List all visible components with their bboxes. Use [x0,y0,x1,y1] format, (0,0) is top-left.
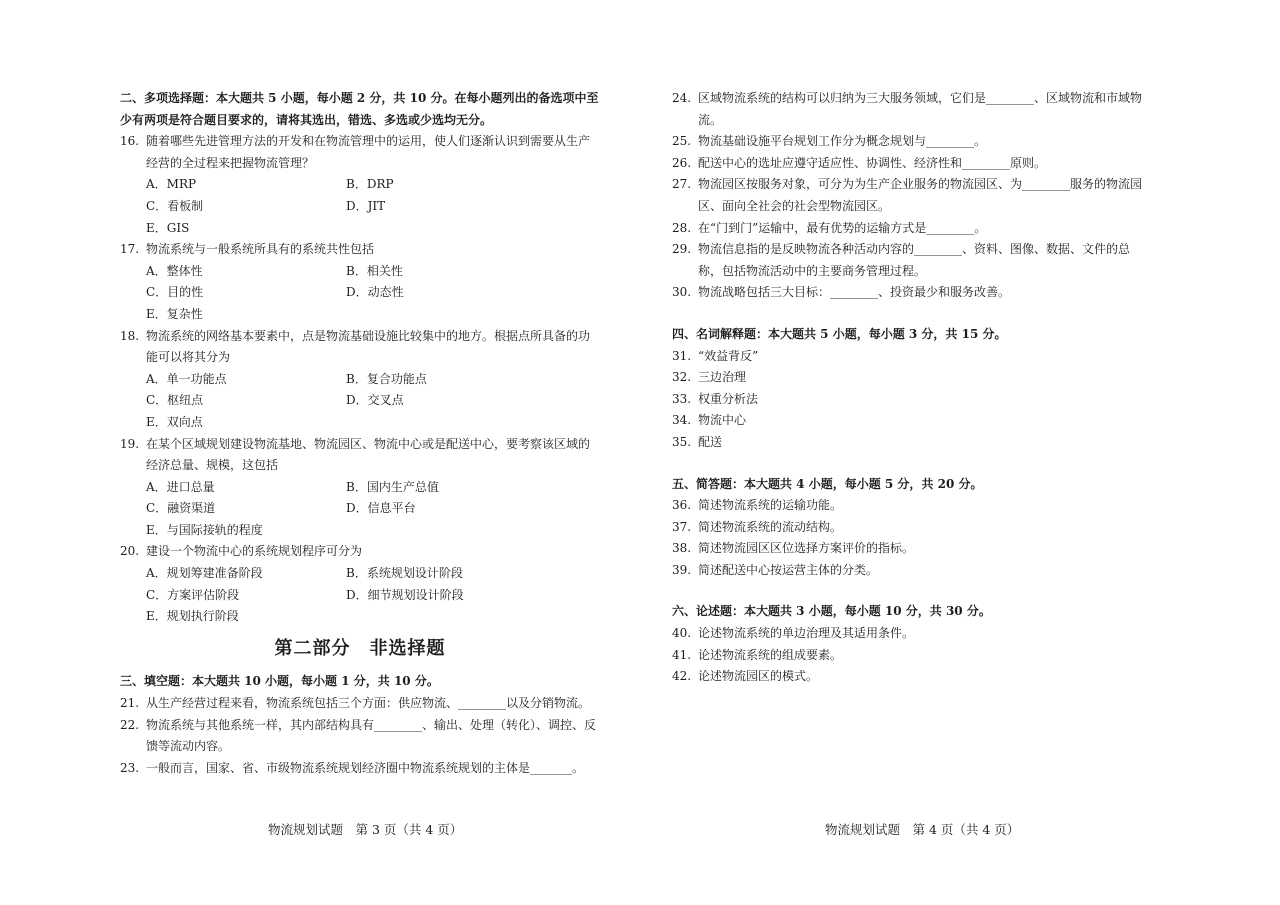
question-16 [120,131,600,174]
options-17 [120,261,600,326]
question-35 [672,432,1152,454]
question-text: 一般而言，国家、省、市级物流系统规划经济圈中物流系统规划的主体是_______。 [146,760,585,775]
question-36 [672,495,1152,517]
option-d: D．细节规划设计阶段 [346,587,464,602]
question-number: 16. [120,134,140,149]
question-37 [672,517,1152,539]
question-number: 30. [672,285,692,300]
option-d: D．JIT [346,198,386,213]
question-38 [672,538,1152,560]
question-text: 从生产经营过程来看，物流系统包括三个方面：供应物流、________以及分销物流。 [146,696,591,711]
question-number: 26. [672,155,692,170]
option-d: D．交叉点 [346,393,404,408]
option-b: B．相关性 [346,263,403,278]
question-number: 24. [672,91,692,105]
question-text: 建设一个物流中心的系统规划程序可分为 [146,544,363,559]
question-text: 论述物流系统的单边治理及其适用条件。 [698,626,915,641]
question-number: 42. [672,669,692,684]
question-number: 33. [672,391,692,406]
question-text: 物流战略包括三大目标：________、投资最少和服务改善。 [698,285,1011,300]
question-number: 31. [672,348,692,363]
question-number: 21. [120,696,140,711]
question-19 [120,434,600,477]
options-18 [120,369,600,434]
question-number: 36. [672,498,692,513]
question-17 [120,239,600,261]
spacer [672,454,1152,474]
question-text: 在“门到门”运输中，最有优势的运输方式是________。 [698,220,987,235]
question-number: 41. [672,647,692,662]
option-b: B．国内生产总值 [346,479,439,494]
option-c: C．目的性 [146,285,204,300]
question-number: 29. [672,242,692,257]
options-16 [120,174,600,239]
option-a: A．单一功能点 [146,371,227,386]
spacer [672,304,1152,324]
section-5-heading: 五、简答题：本大题共 4 小题，每小题 5 分，共 20 分。 [672,476,983,491]
option-e: E．与国际接轨的程度 [146,522,263,537]
option-c: C．枢纽点 [146,393,204,408]
question-text: 物流系统与一般系统所具有的系统共性包括 [146,242,375,257]
question-text: 随着哪些先进管理方法的开发和在物流管理中的运用，使人们逐渐认识到需要从生产经营的全过程来把握物流管理？ [146,134,591,170]
question-number: 18. [120,328,140,343]
option-e: E．GIS [146,220,190,235]
question-number: 37. [672,519,692,534]
question-text: 配送 [698,434,723,449]
question-number: 17. [120,242,140,257]
question-number: 34. [672,413,692,428]
option-b: B．系统规划设计阶段 [346,566,463,581]
option-a: A．MRP [146,177,197,192]
question-28 [672,218,1152,240]
question-text: 物流基础设施平台规划工作分为概念规划与________。 [698,134,987,149]
question-text: 简述物流园区区位选择方案评价的指标。 [698,541,915,556]
question-number: 38. [672,541,692,556]
option-a: A．规划筹建准备阶段 [146,566,263,581]
question-number: 27. [672,177,692,192]
option-a: A．进口总量 [146,479,215,494]
question-31 [672,346,1152,368]
question-20 [120,541,600,563]
question-39 [672,560,1152,582]
question-25 [672,131,1152,153]
question-24 [672,88,1152,131]
question-27 [672,174,1152,217]
question-41 [672,645,1152,667]
question-text: 简述物流系统的流动结构。 [698,519,843,534]
question-30 [672,282,1152,304]
option-e: E．规划执行阶段 [146,609,239,624]
question-number: 19. [120,436,140,451]
question-number: 25. [672,134,692,149]
question-text: 区域物流系统的结构可以归纳为三大服务领域，它们是________、区域物流和市域物流。 [698,91,1143,127]
question-text: 论述物流系统的组成要素。 [698,647,843,662]
option-d: D．动态性 [346,285,404,300]
question-text: 权重分析法 [698,391,759,406]
question-number: 20. [120,544,140,559]
exam-page-4 [640,0,1280,905]
question-33 [672,389,1152,411]
option-e: E．复杂性 [146,306,203,321]
question-text: 物流系统的网络基本要素中，点是物流基础设施比较集中的地方。根据点所具备的功能可以将其分为 [146,328,591,365]
part-2-title: 第二部分 非选择题 [274,637,446,659]
question-text: 简述物流系统的运输功能。 [698,498,843,513]
question-text: 物流信息指的是反映物流各种活动内容的________、资料、图像、数据、文件的总称，包括物流活动中的主要商务管理过程。 [698,242,1131,278]
section-6-heading: 六、论述题：本大题共 3 小题，每小题 10 分，共 30 分。 [672,604,991,619]
right-column [672,88,1152,688]
options-19 [120,477,600,542]
question-text: 配送中心的选址应遵守适应性、协调性、经济性和________原则。 [698,155,1047,170]
question-42 [672,666,1152,688]
question-number: 32. [672,370,692,385]
question-23 [120,758,600,780]
question-text: 物流系统与其他系统一样，其内部结构具有________、输出、处理（转化）、调控、反馈等流动内容。 [146,717,597,754]
options-20 [120,563,600,628]
option-b: B．复合功能点 [346,371,427,386]
question-22 [120,715,600,758]
question-text: 在某个区域规划建设物流基地、物流园区、物流中心或是配送中心，要考察该区域的经济总量、规模，这包括 [146,436,591,473]
question-text: 物流园区按服务对象，可分为为生产企业服务的物流园区、为________服务的物流园区、面向全社会的社会型物流园区。 [698,177,1143,213]
question-number: 39. [672,562,692,577]
question-text: 三边治理 [698,370,747,385]
option-e: E．双向点 [146,414,203,429]
option-c: C．方案评估阶段 [146,587,240,602]
option-c: C．融资渠道 [146,501,216,516]
question-40 [672,623,1152,645]
option-b: B．DRP [346,177,394,192]
page-footer: 物流规划试题 第 3 页（共 4 页） [268,822,463,837]
question-32 [672,367,1152,389]
option-c: C．看板制 [146,198,204,213]
question-number: 35. [672,434,692,449]
question-number: 28. [672,220,692,235]
question-number: 23. [120,760,140,775]
question-number: 22. [120,717,140,732]
section-4-heading: 四、名词解释题：本大题共 5 小题，每小题 3 分，共 15 分。 [672,326,1007,341]
spacer [672,581,1152,601]
question-18 [120,326,600,369]
question-34 [672,410,1152,432]
question-26 [672,153,1152,175]
question-text: “效益背反” [698,348,759,363]
question-text: 简述配送中心按运营主体的分类。 [698,562,879,577]
page-footer: 物流规划试题 第 4 页（共 4 页） [825,822,1020,837]
question-number: 40. [672,626,692,641]
option-d: D．信息平台 [346,501,416,516]
question-21 [120,693,600,715]
left-column [120,88,600,779]
question-29 [672,239,1152,282]
section-3-heading: 三、填空题：本大题共 10 小题，每小题 1 分，共 10 分。 [120,674,439,689]
section-2-heading: 二、多项选择题：本大题共 5 小题，每小题 2 分，共 10 分。在每小题列出的备选项中至少有两项是符合题目要求的，请将其选出，错选、多选或少选均无分。 [120,91,599,127]
question-text: 物流中心 [698,413,747,428]
option-a: A．整体性 [146,263,203,278]
question-text: 论述物流园区的模式。 [698,669,819,684]
